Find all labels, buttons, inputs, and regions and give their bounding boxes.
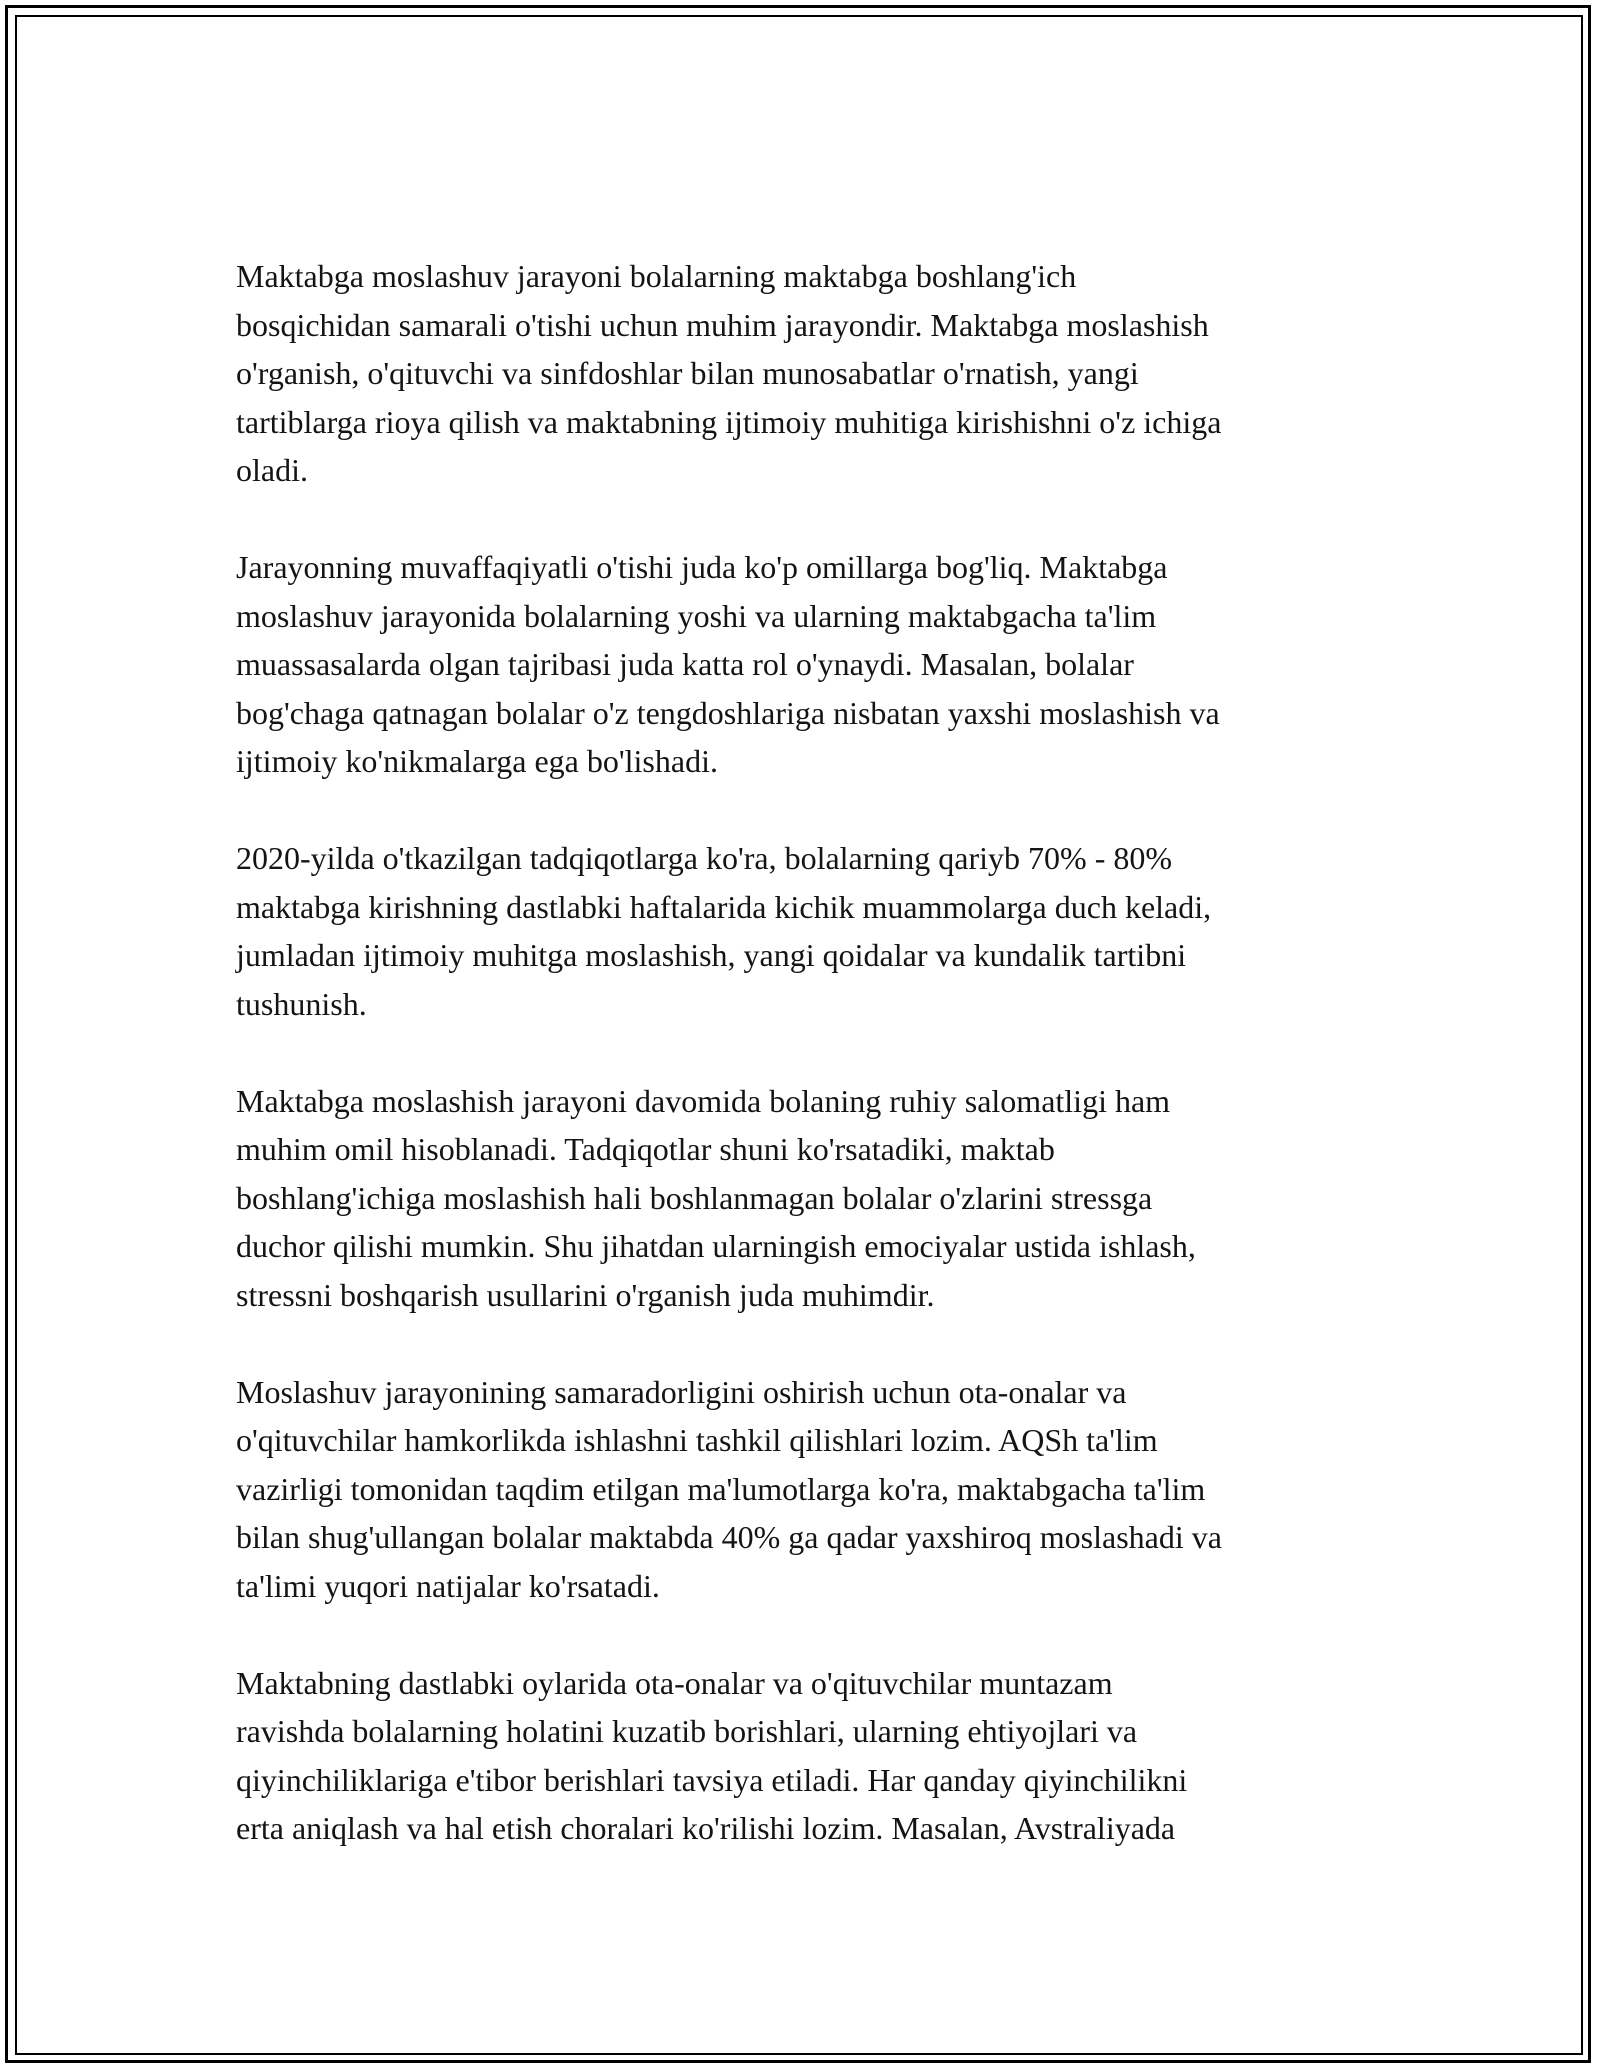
document-body (236, 252, 1368, 1901)
paragraph-1: Maktabga moslashuv jarayoni bolalarning maktabga boshlang'ich bosqichidan samarali o'tishi uchun muhim jarayondir. Maktabga moslashish o'rganish, o'qituvchi va sinfdoshlar bilan munosabatlar o'rnatish, yangi tartiblarga rioya qilish va maktabning ijtimoiy muhitiga kirishishni o'z ichiga oladi. (236, 258, 1222, 488)
paragraph-6: Maktabning dastlabki oylarida ota-onalar va o'qituvchilar muntazam ravishda bolalarning holatini kuzatib borishlari, ularning ehtiyojlari va qiyinchiliklariga e'tibor berishlari tavsiya etiladi. Har qanday qiyinchilikni erta aniqlash va hal etish choralari ko'rilishi lozim. Masalan, Avstraliyada (236, 1664, 1188, 1846)
paragraph-3: 2020-yilda o'tkazilgan tadqiqotlarga ko'ra, bolalarning qariyb 70% - 80% maktabga kirishning dastlabki haftalarida kichik muammolarga duch keladi, jumladan ijtimoiy muhitga moslashish, yangi qoidalar va kundalik tartibni tushunish. (236, 840, 1212, 1022)
paragraph-2: Jarayonning muvaffaqiyatli o'tishi juda ko'p omillarga bog'liq. Maktabga moslashuv jarayonida bolalarning yoshi va ularning maktabgacha ta'lim muassasalarda olgan tajribasi juda katta rol o'ynaydi. Masalan, bolalar bog'chaga qatnagan bolalar o'z tengdoshlariga nisbatan yaxshi moslashish va ijtimoiy ko'nikmalarga ega bo'lishadi. (236, 549, 1220, 779)
paragraph-4: Maktabga moslashish jarayoni davomida bolaning ruhiy salomatligi ham muhim omil hisoblanadi. Tadqiqotlar shuni ko'rsatadiki, maktab boshlang'ichiga moslashish hali boshlanmagan bolalar o'zlarini stressga duchor qilishi mumkin. Shu jihatdan ularningish emociyalar ustida ishlash, stressni boshqarish usullarini o'rganish juda muhimdir. (236, 1082, 1196, 1313)
paragraph-5: Moslashuv jarayonining samaradorligini oshirish uchun ota-onalar va o'qituvchilar hamkorlikda ishlashni tashkil qilishlari lozim. AQSh ta'lim vazirligi tomonidan taqdim etilgan ma'lumotlarga ko'ra, maktabgacha ta'lim bilan shug'ullangan bolalar maktabda 40% ga qadar yaxshiroq moslashadi va ta'limi yuqori natijalar ko'rsatadi. (236, 1373, 1222, 1604)
